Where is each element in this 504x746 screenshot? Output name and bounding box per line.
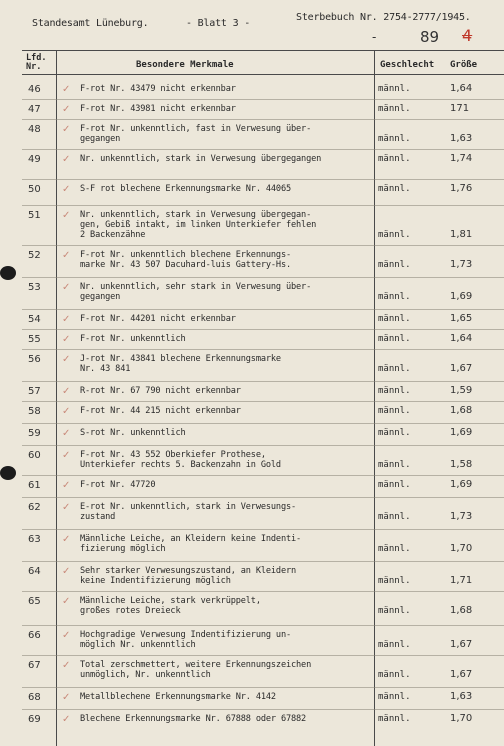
column-header-size: Größe (450, 60, 478, 70)
row-separator (22, 349, 504, 350)
checkmark-icon: ✓ (62, 250, 71, 261)
row-sex: männl. (378, 670, 411, 680)
row-description: F-rot Nr. unkenntlich, fast in Verwesung über- gegangen (80, 124, 312, 144)
row-number: 52 (28, 250, 41, 261)
row-size: 1,73 (450, 511, 473, 522)
row-number: 59 (28, 428, 41, 439)
row-sex: männl. (378, 640, 411, 650)
row-size: 1,70 (450, 713, 473, 724)
checkmark-icon: ✓ (62, 480, 71, 491)
row-description: F-rot Nr. 43 552 Oberkiefer Prothese, Unterkiefer rechts 5. Backenzahn in Gold (80, 450, 281, 470)
row-separator (22, 625, 504, 626)
row-size: 1,69 (450, 427, 473, 438)
row-number: 56 (28, 354, 41, 365)
row-number: 65 (28, 596, 41, 607)
row-number: 67 (28, 660, 41, 671)
row-description: Metallblechene Erkennungsmarke Nr. 4142 (80, 692, 276, 702)
row-sex: männl. (378, 104, 411, 114)
row-description: S-F rot blechene Erkennungsmarke Nr. 44065 (80, 184, 292, 194)
row-separator (22, 423, 504, 424)
row-description: Hochgradige Verwesung Indentifizierung un- möglich Nr. unkenntlich (80, 630, 292, 650)
row-separator (22, 497, 504, 498)
row-description: Sehr starker Verwesungszustand, an Kleidern keine Indentifizierung möglich (80, 566, 297, 586)
row-number: 58 (28, 406, 41, 417)
row-separator (22, 99, 504, 100)
row-sex: männl. (378, 134, 411, 144)
row-number: 47 (28, 104, 41, 115)
row-number: 48 (28, 124, 41, 135)
row-separator (22, 529, 504, 530)
row-separator (22, 591, 504, 592)
row-size: 1,69 (450, 479, 473, 490)
row-separator (22, 475, 504, 476)
row-number: 54 (28, 314, 41, 325)
checkmark-icon: ✓ (62, 428, 71, 439)
row-description: Total zerschmettert, weitere Erkennungszeichen unmöglich, Nr. unkenntlich (80, 660, 312, 680)
row-size: 1,68 (450, 605, 473, 616)
checkmark-icon: ✓ (62, 714, 71, 725)
row-separator (22, 119, 504, 120)
row-separator (22, 401, 504, 402)
checkmark-icon: ✓ (62, 596, 71, 607)
row-separator (22, 329, 504, 330)
row-sex: männl. (378, 334, 411, 344)
column-header-features: Besondere Merkmale (136, 60, 234, 70)
death-register-number: Sterbebuch Nr. 2754-2777/1945. (296, 12, 471, 23)
row-size: 1,59 (450, 385, 473, 396)
checkmark-icon: ✓ (62, 534, 71, 545)
column-divider-nr (56, 50, 57, 746)
row-number: 66 (28, 630, 41, 641)
row-sex: männl. (378, 544, 411, 554)
checkmark-icon: ✓ (62, 282, 71, 293)
row-separator (22, 687, 504, 688)
row-separator (22, 179, 504, 180)
row-description: E-rot Nr. unkenntlich, stark in Verwesungs- zustand (80, 502, 297, 522)
row-separator (22, 309, 504, 310)
checkmark-icon: ✓ (62, 502, 71, 513)
row-size: 1,64 (450, 83, 473, 94)
row-description: S-rot Nr. unkenntlich (80, 428, 186, 438)
row-description: J-rot Nr. 43841 blechene Erkennungsmarke Nr. 43 841 (80, 354, 281, 374)
row-size: 1,63 (450, 691, 473, 702)
checkmark-icon: ✓ (62, 104, 71, 115)
row-description: Männliche Leiche, an Kleidern keine Indenti- fizierung möglich (80, 534, 302, 554)
row-separator (22, 205, 504, 206)
row-sex: männl. (378, 460, 411, 470)
checkmark-icon: ✓ (62, 566, 71, 577)
row-description: F-rot Nr. 44 215 nicht erkennbar (80, 406, 241, 416)
row-sex: männl. (378, 512, 411, 522)
row-sex: männl. (378, 406, 411, 416)
row-size: 171 (450, 103, 470, 114)
row-size: 1,67 (450, 639, 473, 650)
row-size: 1,74 (450, 153, 473, 164)
checkmark-icon: ✓ (62, 124, 71, 135)
row-description: Nr. unkenntlich, stark in Verwesung übergegangen (80, 154, 322, 164)
row-description: Blechene Erkennungsmarke Nr. 67888 oder 67882 (80, 714, 307, 724)
row-description: Nr. unkenntlich, stark in Verwesung übergegan- gen, Gebiß intakt, im linken Unterkiefer fehlen 2 Backenzähne (80, 210, 317, 240)
row-separator (22, 655, 504, 656)
row-number: 53 (28, 282, 41, 293)
row-sex: männl. (378, 606, 411, 616)
punch-hole-upper (0, 266, 16, 280)
row-description: Nr. unkenntlich, sehr stark in Verwesung über- gegangen (80, 282, 312, 302)
row-number: 61 (28, 480, 41, 491)
row-sex: männl. (378, 84, 411, 94)
row-sex: männl. (378, 428, 411, 438)
row-size: 1,67 (450, 363, 473, 374)
row-number: 50 (28, 184, 41, 195)
checkmark-icon: ✓ (62, 314, 71, 325)
row-size: 1,70 (450, 543, 473, 554)
row-separator (22, 381, 504, 382)
checkmark-icon: ✓ (62, 692, 71, 703)
sheet-number: - Blatt 3 - (186, 18, 251, 29)
row-sex: männl. (378, 154, 411, 164)
page-mark-prefix: - (372, 30, 377, 44)
row-size: 1,67 (450, 669, 473, 680)
row-separator (22, 277, 504, 278)
checkmark-icon: ✓ (62, 386, 71, 397)
column-header-sex: Geschlecht (380, 60, 435, 70)
table-header-rule (22, 74, 504, 75)
row-number: 62 (28, 502, 41, 513)
row-number: 55 (28, 334, 41, 345)
handwritten-page-number: 89 (420, 28, 440, 46)
row-sex: männl. (378, 576, 411, 586)
row-sex: männl. (378, 184, 411, 194)
row-size: 1,73 (450, 259, 473, 270)
row-description: Männliche Leiche, stark verkrüppelt, großes rotes Dreieck (80, 596, 261, 616)
row-sex: männl. (378, 292, 411, 302)
column-divider-features (374, 50, 375, 746)
row-size: 1,69 (450, 291, 473, 302)
row-description: F-rot Nr. unkenntlich blechene Erkennungs- marke Nr. 43 507 Dacuhard-luis Gattery-Hs. (80, 250, 292, 270)
row-size: 1,65 (450, 313, 473, 324)
row-number: 51 (28, 210, 41, 221)
row-number: 69 (28, 714, 41, 725)
checkmark-icon: ✓ (62, 660, 71, 671)
row-sex: männl. (378, 480, 411, 490)
row-size: 1,76 (450, 183, 473, 194)
checkmark-icon: ✓ (62, 450, 71, 461)
row-sex: männl. (378, 714, 411, 724)
checkmark-icon: ✓ (62, 184, 71, 195)
row-description: F-rot Nr. 43479 nicht erkennbar (80, 84, 236, 94)
row-size: 1,58 (450, 459, 473, 470)
row-sex: männl. (378, 386, 411, 396)
row-separator (22, 245, 504, 246)
row-sex: männl. (378, 314, 411, 324)
checkmark-icon: ✓ (62, 210, 71, 221)
row-number: 64 (28, 566, 41, 577)
checkmark-icon: ✓ (62, 406, 71, 417)
registry-office: Standesamt Lüneburg. (32, 18, 149, 29)
row-sex: männl. (378, 364, 411, 374)
row-separator (22, 709, 504, 710)
row-description: F-rot Nr. unkenntlich (80, 334, 186, 344)
checkmark-icon: ✓ (62, 334, 71, 345)
row-number: 49 (28, 154, 41, 165)
checkmark-icon: ✓ (62, 154, 71, 165)
column-header-nr: Lfd. Nr. (26, 53, 47, 72)
table-top-rule (22, 50, 504, 51)
row-description: F-rot Nr. 44201 nicht erkennbar (80, 314, 236, 324)
row-size: 1,68 (450, 405, 473, 416)
row-sex: männl. (378, 230, 411, 240)
row-number: 60 (28, 450, 41, 461)
row-size: 1,81 (450, 229, 473, 240)
row-separator (22, 561, 504, 562)
row-number: 57 (28, 386, 41, 397)
row-description: F-rot Nr. 47720 (80, 480, 156, 490)
row-size: 1,64 (450, 333, 473, 344)
row-separator (22, 149, 504, 150)
checkmark-icon: ✓ (62, 630, 71, 641)
row-sex: männl. (378, 260, 411, 270)
row-size: 1,71 (450, 575, 473, 586)
row-description: F-rot Nr. 43981 nicht erkennbar (80, 104, 236, 114)
punch-hole-lower (0, 466, 16, 480)
row-sex: männl. (378, 692, 411, 702)
red-pencil-mark: 4 (462, 26, 473, 45)
row-number: 46 (28, 84, 41, 95)
checkmark-icon: ✓ (62, 84, 71, 95)
row-description: R-rot Nr. 67 790 nicht erkennbar (80, 386, 241, 396)
row-separator (22, 445, 504, 446)
row-number: 63 (28, 534, 41, 545)
row-size: 1,63 (450, 133, 473, 144)
checkmark-icon: ✓ (62, 354, 71, 365)
row-number: 68 (28, 692, 41, 703)
